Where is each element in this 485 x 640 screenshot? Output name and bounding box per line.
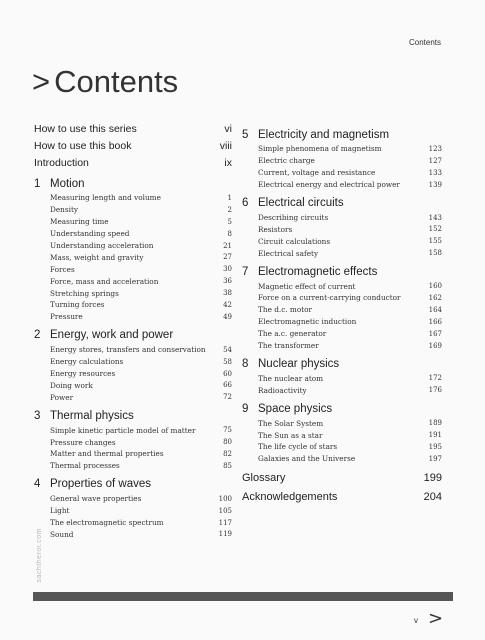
chapter-title: Energy, work and power <box>50 329 174 342</box>
next-page-chevron-icon[interactable]: > <box>428 608 444 629</box>
toc-entry-page: 100 <box>218 494 232 503</box>
toc-entry-label: Force on a current-carrying conductor <box>258 293 401 303</box>
chapter-heading[interactable] <box>242 263 442 280</box>
toc-entry[interactable] <box>34 311 232 323</box>
toc-entry[interactable] <box>34 493 232 505</box>
toc-entry[interactable] <box>242 372 442 384</box>
toc-entry-label: Energy resources <box>50 369 116 379</box>
chapters-left <box>34 175 232 540</box>
intro-line[interactable] <box>34 120 232 137</box>
toc-entry[interactable] <box>242 167 442 179</box>
toc-entry-page: 164 <box>428 305 442 314</box>
chapter-heading[interactable] <box>242 355 442 372</box>
toc-entry-page: 162 <box>428 293 442 302</box>
toc-entry-page: 139 <box>428 180 442 189</box>
toc-entry-label: Galaxies and the Universe <box>258 454 356 464</box>
toc-entry-page: 66 <box>223 381 232 390</box>
chapter-number: 4 <box>34 478 41 491</box>
intro-page: viii <box>219 139 232 152</box>
toc-entry-page: 80 <box>223 438 232 447</box>
toc-entry-page: 195 <box>428 442 442 451</box>
toc-entry[interactable] <box>34 356 232 368</box>
toc-entry-page: 72 <box>223 393 232 402</box>
toc-entry-label: Doing work <box>50 380 93 390</box>
extra-label: Glossary <box>242 472 286 485</box>
toc-entry-page: 1 <box>227 193 232 202</box>
toc-entry-label: Magnetic effect of current <box>258 281 356 291</box>
toc-entry-label: Matter and thermal properties <box>50 449 164 459</box>
toc-entry-page: 38 <box>223 289 232 298</box>
toc-entry[interactable] <box>34 424 232 436</box>
toc-entry[interactable] <box>242 340 442 352</box>
chapter-title: Nuclear physics <box>258 357 340 370</box>
toc-entry-label: Energy calculations <box>50 357 124 367</box>
toc-entry[interactable] <box>34 216 232 228</box>
chapter-heading[interactable] <box>34 476 232 493</box>
chapter-heading[interactable] <box>34 327 232 344</box>
toc-entry-page: 167 <box>428 329 442 338</box>
toc-entry-page: 27 <box>223 253 232 262</box>
toc-entry-label: Force, mass and acceleration <box>50 276 159 286</box>
toc-entry-page: 119 <box>218 530 232 539</box>
extra-page: 199 <box>423 472 442 485</box>
toc-entry-label: Current, voltage and resistance <box>258 168 376 178</box>
extra-line[interactable] <box>242 488 442 507</box>
toc-entry[interactable] <box>34 391 232 403</box>
toc-entry-label: The d.c. motor <box>258 305 313 315</box>
toc-entry-page: 158 <box>428 249 442 258</box>
toc-entry-page: 42 <box>223 300 232 309</box>
toc-entry-page: 5 <box>227 217 232 226</box>
toc-entry-label: Radioactivity <box>258 385 307 395</box>
toc-entry-page: 127 <box>428 156 442 165</box>
toc-entry[interactable] <box>34 368 232 380</box>
toc-entry-label: Forces <box>50 264 75 274</box>
chapter-heading[interactable] <box>242 400 442 417</box>
toc-entry-page: 82 <box>223 449 232 458</box>
page-number: v <box>414 616 418 625</box>
toc-entry[interactable] <box>242 212 442 224</box>
chapter-heading[interactable] <box>242 195 442 212</box>
toc-entry-page: 30 <box>223 265 232 274</box>
toc-entry-label: Simple phenomena of magnetism <box>258 144 382 154</box>
toc-entry-label: Electrical energy and electrical power <box>258 180 400 190</box>
toc-entry[interactable] <box>34 228 232 240</box>
toc-entry-label: The electromagnetic spectrum <box>50 518 164 528</box>
toc-entry[interactable] <box>242 429 442 441</box>
intro-list <box>34 120 232 171</box>
toc-entry-label: The Solar System <box>258 418 324 428</box>
toc-entry-page: 152 <box>428 225 442 234</box>
toc-entry[interactable] <box>242 143 442 155</box>
toc-entry-label: Light <box>50 506 70 516</box>
toc-entry-label: The life cycle of stars <box>258 442 338 452</box>
chapter-number: 2 <box>34 329 41 342</box>
toc-entry-label: The transformer <box>258 341 319 351</box>
page-title <box>32 66 178 97</box>
toc-entry-label: Resistors <box>258 224 293 234</box>
running-head: Contents <box>408 38 441 47</box>
toc-entry-page: 75 <box>223 426 232 435</box>
toc-entry[interactable] <box>242 328 442 340</box>
chapter-title: Electrical circuits <box>258 197 344 210</box>
toc-entry[interactable] <box>34 287 232 299</box>
toc-entry[interactable] <box>242 235 442 247</box>
toc-entry[interactable] <box>34 263 232 275</box>
page-title-text: Contents <box>54 64 179 99</box>
toc-entry-page: 21 <box>223 241 232 250</box>
toc-entry[interactable] <box>34 251 232 263</box>
toc-entry-page: 8 <box>227 229 232 238</box>
toc-entry[interactable] <box>34 436 232 448</box>
toc-right-column <box>242 122 442 507</box>
toc-entry[interactable] <box>242 304 442 316</box>
toc-entry-label: The a.c. generator <box>258 329 327 339</box>
intro-label: How to use this series <box>34 122 137 135</box>
toc-entry-page: 36 <box>223 277 232 286</box>
toc-entry-label: Turning forces <box>50 300 105 310</box>
chapter-title: Properties of waves <box>50 478 151 491</box>
toc-left-column <box>34 120 232 540</box>
toc-entry-page: 58 <box>223 357 232 366</box>
toc-entry-label: Mass, weight and gravity <box>50 252 144 262</box>
toc-entry-page: 197 <box>428 454 442 463</box>
toc-entry[interactable] <box>34 344 232 356</box>
toc-entry[interactable] <box>242 292 442 304</box>
chapter-title: Thermal physics <box>50 409 134 422</box>
toc-entry-label: Electromagnetic induction <box>258 317 357 327</box>
chapters-right <box>242 126 442 465</box>
toc-entry[interactable] <box>34 517 232 529</box>
extras-list <box>242 469 442 507</box>
chapter-number: 6 <box>242 197 249 210</box>
toc-entry[interactable] <box>34 240 232 252</box>
toc-entry-label: Stretching springs <box>50 288 119 298</box>
toc-entry-label: Power <box>50 392 74 402</box>
toc-entry[interactable] <box>242 384 442 396</box>
toc-entry-page: 2 <box>227 205 232 214</box>
toc-entry-page: 49 <box>223 312 232 321</box>
intro-line[interactable] <box>34 154 232 171</box>
chevron-right-icon: > <box>32 64 51 99</box>
chapter-number: 9 <box>242 402 249 415</box>
toc-entry-page: 143 <box>428 213 442 222</box>
toc-entry[interactable] <box>242 441 442 453</box>
toc-entry[interactable] <box>34 460 232 472</box>
chapter-number: 7 <box>242 265 249 278</box>
toc-entry-page: 169 <box>428 341 442 350</box>
intro-label: Introduction <box>34 156 89 169</box>
toc-entry-page: 189 <box>428 419 442 428</box>
toc-entry-page: 54 <box>223 345 232 354</box>
watermark: sachtheroi.com <box>36 528 43 583</box>
extra-page: 204 <box>423 491 442 504</box>
toc-entry-page: 117 <box>218 518 232 527</box>
extra-label: Acknowledgements <box>242 491 338 504</box>
intro-line[interactable] <box>34 137 232 154</box>
toc-entry-page: 160 <box>428 282 442 291</box>
toc-entry-label: Circuit calculations <box>258 236 331 246</box>
toc-entry-page: 123 <box>428 144 442 153</box>
chapter-title: Electromagnetic effects <box>258 265 378 278</box>
toc-entry-page: 172 <box>428 374 442 383</box>
chapter-heading[interactable] <box>34 175 232 192</box>
chapter-number: 3 <box>34 409 41 422</box>
toc-entry[interactable] <box>242 316 442 328</box>
toc-entry[interactable] <box>34 379 232 391</box>
toc-entry-label: Simple kinetic particle model of matter <box>50 425 196 435</box>
toc-entry-page: 133 <box>428 168 442 177</box>
toc-entry[interactable] <box>34 505 232 517</box>
toc-entry[interactable] <box>242 223 442 235</box>
chapter-title: Motion <box>50 177 85 190</box>
toc-entry-label: Pressure <box>50 312 83 322</box>
chapter-title: Electricity and magnetism <box>258 128 390 141</box>
chapter-number: 1 <box>34 177 41 190</box>
toc-entry[interactable] <box>34 448 232 460</box>
toc-entry-label: Understanding speed <box>50 229 130 239</box>
chapter-heading[interactable] <box>242 126 442 143</box>
toc-entry-page: 166 <box>428 317 442 326</box>
extra-line[interactable] <box>242 469 442 488</box>
toc-entry[interactable] <box>242 453 442 465</box>
toc-entry[interactable] <box>242 247 442 259</box>
toc-entry-label: Understanding acceleration <box>50 241 154 250</box>
toc-entry-label: Measuring time <box>50 217 109 227</box>
chapter-heading[interactable] <box>34 407 232 424</box>
toc-entry[interactable] <box>34 192 232 204</box>
toc-entry-label: Electrical safety <box>258 248 319 258</box>
toc-entry-page: 105 <box>218 506 232 515</box>
toc-entry-label: The Sun as a star <box>258 430 323 440</box>
toc-entry[interactable] <box>242 179 442 191</box>
toc-entry-label: Sound <box>50 529 74 539</box>
toc-entry-page: 176 <box>428 386 442 395</box>
toc-entry-label: Density <box>50 205 79 215</box>
toc-entry[interactable] <box>242 417 442 429</box>
toc-entry[interactable] <box>34 204 232 216</box>
toc-entry-page: 155 <box>428 237 442 246</box>
intro-page: ix <box>224 156 232 169</box>
toc-entry-label: Pressure changes <box>50 437 116 447</box>
toc-entry[interactable] <box>34 275 232 287</box>
toc-entry[interactable] <box>34 528 232 540</box>
intro-label: How to use this book <box>34 139 132 152</box>
toc-entry-label: General wave properties <box>50 494 142 504</box>
toc-entry-label: Electric charge <box>258 156 315 166</box>
bottom-bar <box>33 592 453 601</box>
chapter-number: 5 <box>242 128 249 141</box>
toc-entry[interactable] <box>242 155 442 167</box>
chapter-title: Space physics <box>258 402 333 415</box>
toc-entry-label: Thermal processes <box>50 461 120 471</box>
toc-entry-label: Describing circuits <box>258 213 329 222</box>
toc-entry-label: Measuring length and volume <box>50 193 161 203</box>
toc-entry-label: The nuclear atom <box>258 373 324 383</box>
toc-entry-page: 60 <box>223 369 232 378</box>
chapter-number: 8 <box>242 357 249 370</box>
intro-page: vi <box>224 122 232 135</box>
toc-entry-page: 191 <box>428 431 442 440</box>
toc-entry[interactable] <box>34 299 232 311</box>
toc-entry-label: Energy stores, transfers and conservation <box>50 345 206 355</box>
toc-entry[interactable] <box>242 280 442 292</box>
toc-entry-page: 85 <box>223 461 232 470</box>
